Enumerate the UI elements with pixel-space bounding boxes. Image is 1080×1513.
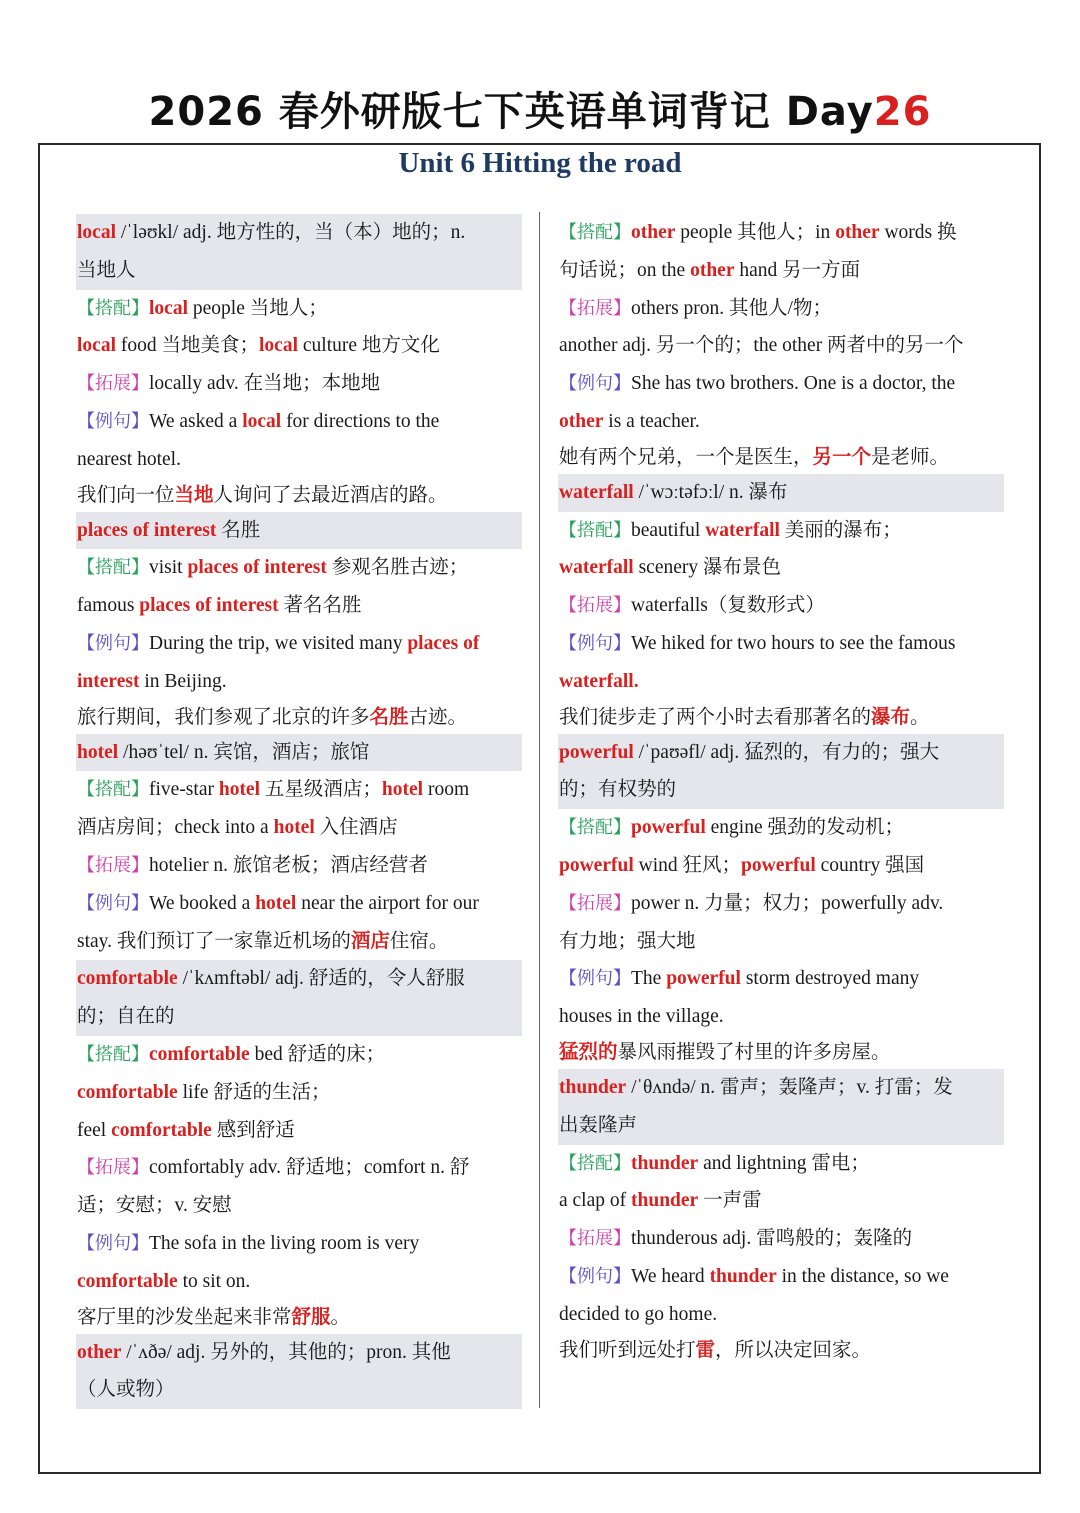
text: near the airport for our [296,892,479,914]
headword: local [77,222,116,243]
text: 暴风雨摧毁了村里的许多房屋。 [617,1041,891,1063]
example-tag: 【例句】 [77,1232,149,1254]
text: During the trip, we visited many [149,632,408,654]
extension-tag: 【拓展】 [559,892,631,914]
keyword: powerful [559,854,634,876]
headword: places of interest [77,519,217,541]
keyword: thunder [709,1265,777,1287]
translation-row [558,1036,1004,1069]
extension-row [558,327,1004,365]
collocation-tag: 【搭配】 [559,817,631,839]
text: feel [77,1119,112,1141]
text: stay. 我们预订了一家靠近机场的 [77,930,351,952]
translation-row [76,1301,522,1334]
text: 入住酒店 [314,817,398,839]
example-row [558,663,1004,701]
keyword: 雷 [695,1339,716,1361]
column-divider [539,212,540,1408]
text: houses in the village. [559,1006,724,1028]
text: 五星级酒店； [260,779,382,801]
headword-row [76,252,522,290]
keyword: 瀑布 [871,706,911,728]
keyword: other [559,410,604,432]
keyword: hotel [273,817,315,839]
definition: 名胜 [216,519,261,541]
extension-row [558,885,1004,923]
text: people 其他人；in [675,222,836,243]
keyword: 酒店 [350,930,390,952]
text: 古迹。 [408,706,468,728]
extension-tag: 【拓展】 [559,595,631,617]
headword: thunder [559,1076,627,1098]
keyword: comfortable [149,1043,250,1065]
keyword: hotel [381,779,424,801]
text: We hiked for two hours to see the famous [631,632,956,654]
text: room [423,779,470,801]
text: visit [149,557,188,579]
example-row [76,663,522,701]
text: is a teacher. [603,410,700,432]
text: 美丽的瀑布； [779,519,902,541]
extension-tag: 【拓展】 [559,1228,631,1250]
headword-row [558,771,1004,809]
collocation-row [558,549,1004,587]
headword: powerful [559,741,634,763]
collocation-tag: 【搭配】 [77,779,149,801]
keyword: 名胜 [369,706,409,728]
keyword: powerful [666,968,741,990]
definition: 当地人 [77,259,136,281]
extension-row [76,847,522,885]
text: others pron. 其他人/物； [631,297,832,319]
keyword: local [77,335,116,357]
collocation-row [76,549,522,587]
example-row [76,403,522,441]
example-row [76,625,522,663]
text: scenery 瀑布景色 [633,557,782,579]
collocation-row [558,252,1004,290]
extension-tag: 【拓展】 [77,854,149,876]
translation-row [558,441,1004,474]
text: people 当地人； [188,297,328,319]
headword-row [76,512,522,550]
keyword: hotel [218,779,261,801]
text: culture 地方文化 [298,335,440,357]
text: famous [77,595,140,617]
collocation-row [558,512,1004,550]
text: beautiful [631,519,706,541]
text: 有力地；强大地 [559,930,696,952]
example-tag: 【例句】 [559,1265,631,1287]
text: five-star [149,779,219,801]
example-tag: 【例句】 [559,968,631,990]
text: We booked a [149,892,256,914]
text: 句话说；on the [559,259,691,281]
keyword: comfortable [111,1119,212,1141]
example-tag: 【例句】 [559,373,631,395]
keyword: comfortable [77,1081,178,1103]
extension-row [558,290,1004,328]
keyword: powerful [631,817,706,839]
collocation-row [76,587,522,625]
text: and lightning 雷电； [698,1152,870,1174]
collocation-tag: 【搭配】 [77,1043,149,1065]
keyword: powerful [741,854,816,876]
text: 我们听到远处打 [559,1339,696,1361]
example-tag: 【例句】 [77,892,149,914]
example-row [76,1263,522,1301]
headword-row [558,1069,1004,1107]
definition: /ˈpaʊəfl/ adj. 猛烈的，有力的；强大 [633,741,940,763]
keyword: hotel [255,892,297,914]
text: in Beijing. [139,670,227,692]
text: food 当地美食； [116,335,259,357]
extension-row [76,1149,522,1187]
example-row [76,885,522,923]
text: 。 [330,1306,351,1328]
text: 旅行期间，我们参观了北京的许多 [77,706,370,728]
keyword: thunder [631,1152,699,1174]
keyword: 当地 [174,484,214,506]
headword-row [558,734,1004,772]
keyword: 舒服 [291,1306,331,1328]
text: hand 另一方面 [734,259,861,281]
title-prefix: 2026 春外研版七下英语单词背记 Day [148,89,874,135]
text: We heard [631,1265,710,1287]
extension-row [558,923,1004,961]
headword-row [76,734,522,772]
collocation-row [76,290,522,328]
text: 客厅里的沙发坐起来非常 [77,1306,292,1328]
translation-row [558,1334,1004,1367]
headword-row [76,998,522,1036]
definition: 的；自在的 [77,1006,175,1028]
collocation-tag: 【搭配】 [559,1152,631,1174]
definition: /həʊˈtel/ n. 宾馆，酒店；旅馆 [118,741,370,763]
definition: 出轰隆声 [559,1114,638,1136]
text: comfortably adv. 舒适地；comfort n. 舒 [149,1157,470,1179]
collocation-tag: 【搭配】 [77,557,149,579]
extension-row [558,587,1004,625]
text: another adj. 另一个的；the other 两者中的另一个 [559,335,964,357]
keyword: waterfall [559,557,634,579]
text: country 强国 [815,854,925,876]
extension-row [558,1220,1004,1258]
extension-tag: 【拓展】 [77,373,149,395]
headword-row [558,1107,1004,1145]
collocation-tag: 【搭配】 [559,519,631,541]
example-row [558,365,1004,403]
definition: /ˈkʌmftəbl/ adj. 舒适的，令人舒服 [177,968,465,990]
keyword: waterfall [705,519,780,541]
collocation-row [76,327,522,365]
definition: /ˈləʊkl/ adj. 地方性的，当（本）地的；n. [116,222,466,243]
text: 酒店房间；check into a [77,817,274,839]
headword-row [558,474,1004,512]
text: 我们向一位 [77,484,175,506]
right-column [558,214,1004,1367]
text: 参观名胜古迹； [326,557,469,579]
keyword: places of [407,632,480,654]
text: a clap of [559,1190,632,1212]
collocation-row [76,1074,522,1112]
example-tag: 【例句】 [559,632,631,654]
definition: 的；有权势的 [559,779,677,801]
collocation-row [76,809,522,847]
keyword: local [149,297,188,319]
keyword: other [690,259,735,281]
text: We asked a [149,410,243,432]
text: nearest hotel. [77,448,181,470]
extension-tag: 【拓展】 [77,1157,149,1179]
collocation-row [558,214,1004,252]
text: power n. 力量；权力；powerfully adv. [631,892,944,914]
text: 。 [910,706,930,728]
example-row [558,625,1004,663]
keyword: other [631,222,676,243]
example-row [558,1258,1004,1296]
example-row [558,960,1004,998]
example-tag: 【例句】 [77,410,149,432]
text: 一声雷 [698,1190,762,1212]
keyword: places of interest [139,595,279,617]
text: to sit on. [177,1270,251,1292]
example-row [558,998,1004,1036]
text: 著名名胜 [278,595,362,617]
keyword: waterfall. [559,670,639,692]
headword: other [77,1341,122,1363]
text: decided to go home. [559,1303,718,1325]
collocation-tag: 【搭配】 [559,222,631,243]
text: 我们徒步走了两个小时去看那著名的 [559,706,872,728]
example-row [558,403,1004,441]
collocation-row [76,1036,522,1074]
keyword: local [242,410,282,432]
text: hotelier n. 旅馆老板；酒店经营者 [149,854,428,876]
definition: /ˈwɔːtəfɔːl/ n. 瀑布 [633,481,788,503]
left-column [76,214,522,1409]
text: 人询问了去最近酒店的路。 [213,484,448,506]
definition: /ˈθʌndə/ n. 雷声；轰隆声；v. 打雷；发 [626,1076,953,1098]
extension-row [76,365,522,403]
collocation-row [558,1182,1004,1220]
text: 她有两个兄弟，一个是医生， [559,446,813,468]
text: words 换 [879,222,957,243]
keyword: comfortable [77,1270,178,1292]
keyword: interest [77,670,140,692]
text: 感到舒适 [211,1119,295,1141]
collocation-row [76,771,522,809]
collocation-tag: 【搭配】 [77,297,149,319]
text: for directions to the [281,410,440,432]
text: locally adv. 在当地；本地地 [149,373,381,395]
collocation-row [558,1145,1004,1183]
headword-row [76,1371,522,1409]
collocation-row [558,847,1004,885]
keyword: 另一个 [812,446,872,468]
headword: comfortable [77,968,178,990]
text: thunderous adj. 雷鸣般的；轰隆的 [631,1228,913,1250]
headword: waterfall [559,481,634,503]
definition: （人或物） [77,1379,175,1401]
text: She has two brothers. One is a doctor, the [631,373,956,395]
page-title [0,80,1080,137]
text: 是老师。 [871,446,950,468]
translation-row [76,479,522,512]
text: storm destroyed many [740,968,920,990]
text: The sofa in the living room is very [149,1232,420,1254]
text: wind 狂风； [633,854,742,876]
text: engine 强劲的发动机； [705,817,904,839]
text: 住宿。 [389,930,449,952]
headword-row [76,214,522,252]
headword-row [76,960,522,998]
keyword: 猛烈的 [559,1041,618,1063]
example-tag: 【例句】 [77,632,149,654]
extension-tag: 【拓展】 [559,297,631,319]
collocation-row [76,1112,522,1150]
headword-row [76,1334,522,1372]
extension-row [76,1187,522,1225]
text: The [631,968,667,990]
text: in the distance, so we [776,1265,949,1287]
translation-row [76,701,522,734]
example-row [76,923,522,961]
text: 适；安慰；v. 安慰 [77,1195,232,1217]
day-number: 26 [873,89,932,135]
headword: hotel [77,741,119,763]
unit-title: Unit 6 Hitting the road [398,147,682,179]
keyword: thunder [631,1190,699,1212]
text: life 舒适的生活； [177,1081,331,1103]
keyword: other [835,222,880,243]
translation-row [558,701,1004,734]
keyword: local [259,335,298,357]
collocation-row [558,809,1004,847]
text: waterfalls（复数形式） [631,595,825,617]
example-row [76,1225,522,1263]
definition: /ˈʌðə/ adj. 另外的，其他的；pron. 其他 [121,1341,451,1363]
example-row [558,1296,1004,1334]
text: bed 舒适的床； [249,1043,386,1065]
text: ，所以决定回家。 [715,1339,872,1361]
example-row [76,441,522,479]
keyword: places of interest [187,557,327,579]
